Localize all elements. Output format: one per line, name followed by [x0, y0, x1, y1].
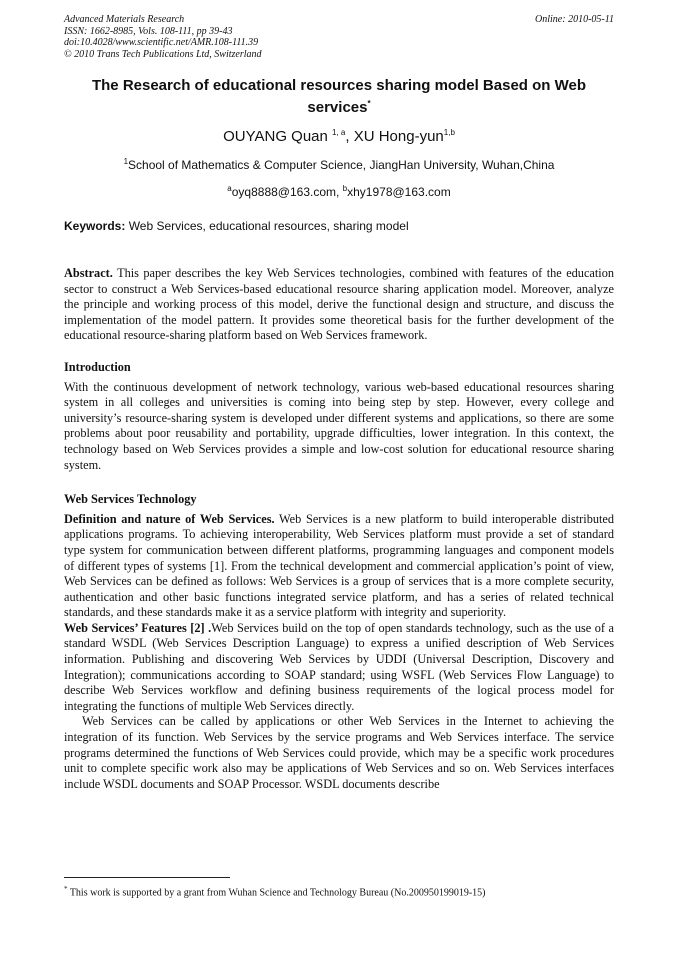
- ws-tech-heading: Web Services Technology: [64, 492, 197, 507]
- email-a: oyq8888@163.com,: [231, 185, 343, 199]
- journal-header: [64, 14, 614, 60]
- affiliation-mark: 1: [123, 157, 129, 166]
- author-1-affil: 1, a: [332, 128, 346, 137]
- author-line: [64, 124, 614, 146]
- intro-paragraph: With the continuous development of network technology, various web-based educational resources sharing system in all colleges and universities is coming into being step by step. However, every college and university’s resource-sharing system is developed under different systems and applications, so there are some problems about poor reusability and portability, upgrade difficulties, lower integration. In this context, the technology based on Web Services provides a simple and low-cost solution for educational resource sharing system.: [64, 379, 614, 472]
- author-2-affil: 1,b: [443, 128, 455, 137]
- definition-paragraph: [64, 512, 614, 621]
- definition-text: Web Services is a new platform to build interoperable distributed applications programs. To achieving interoperability, Web Services platform must provide a set of standard type system for communication between different platforms, programming languages and component models of different types of systems [1]. From the technical development and commercial application’s point of view, Web Services can be defined as follows: Web Services is a group of services that is a more complete security, authentication and other basic functions integrated service platform, and has a series of related technical standards, and these standards make it as a service platform with integrity and superiority.: [64, 511, 615, 620]
- email-a-mark: a: [227, 184, 232, 193]
- online-date: Online: 2010-05-11: [535, 14, 614, 25]
- paper-page: [64, 14, 614, 792]
- abstract-label: Abstract.: [64, 266, 113, 280]
- footnote-text: This work is supported by a grant from Wuhan Science and Technology Bureau (No.200950199019-15): [67, 887, 486, 899]
- affiliation: [64, 154, 614, 173]
- keywords-text: Web Services, educational resources, sharing model: [125, 219, 409, 233]
- abstract: [64, 266, 614, 344]
- footnote-mark: *: [64, 885, 68, 893]
- email-b: xhy1978@163.com: [347, 185, 451, 199]
- paper-title: [64, 77, 614, 117]
- email-b-mark: b: [342, 184, 348, 193]
- footnote-divider: [64, 877, 230, 878]
- doi-line: doi:10.4028/www.scientific.net/AMR.108-111.39: [64, 37, 259, 48]
- features-text: Web Services build on the top of open standards technology, such as the use of a standard WSDL (Web Services Description Language) to express a unified description of Web Services information. Publishing and discovering Web Services by UDDI (Universal Description, Discovery and Integration); communications according to SOAP standard; using WSFL (Web Services Flow Language) to describe Web Services workflow and defining business requirements of the logical process model for integrating the functions of multiple Web Services directly.: [64, 620, 615, 713]
- email-line: [64, 181, 614, 200]
- features-label: Web Services’ Features [2] .: [64, 620, 212, 635]
- affiliation-text: School of Mathematics & Computer Science, JiangHan University, Wuhan,China: [128, 158, 555, 172]
- intro-heading: Introduction: [64, 359, 131, 374]
- title-text: The Research of educational resources sharing model Based on Web services: [91, 77, 587, 116]
- copyright-line: © 2010 Trans Tech Publications Ltd, Switzerland: [64, 48, 262, 60]
- title-footnote-mark: *: [367, 99, 371, 108]
- author-1: OUYANG Quan: [223, 128, 328, 145]
- issn-line: ISSN: 1662-8985, Vols. 108-111, pp 39-43: [64, 25, 233, 37]
- footnote: [64, 883, 485, 899]
- journal-name: Advanced Materials Research: [64, 14, 185, 25]
- author-separator: ,: [345, 128, 354, 145]
- features-paragraph: [64, 621, 614, 715]
- author-2: XU Hong-yun: [353, 128, 444, 145]
- keywords-label: Keywords:: [64, 219, 126, 233]
- keywords: [64, 219, 614, 234]
- abstract-text: This paper describes the key Web Services technologies, combined with features of the education sector to construct a Web Services-based educational resource sharing application model. Moreover, analyze the principle and working process of this model, derive the functional design and structure, and discuss the implementation of the model pattern. It provides some theoretical basis for the further development of the educational resource-sharing platform based on Web Services framework.: [64, 266, 614, 343]
- definition-label: Definition and nature of Web Services.: [64, 511, 275, 526]
- services-paragraph: Web Services can be called by applications or other Web Services in the Internet to achieving the integration of its function. Web Services by the service programs and Web Services interface. The service programs determined the functions of Web Services could provide, which may be a specific work procedures unit to complete specific work also may be applications of Web Services and so on. Web Services interfaces include WSDL documents and SOAP Processor. WSDL documents describe: [64, 714, 614, 791]
